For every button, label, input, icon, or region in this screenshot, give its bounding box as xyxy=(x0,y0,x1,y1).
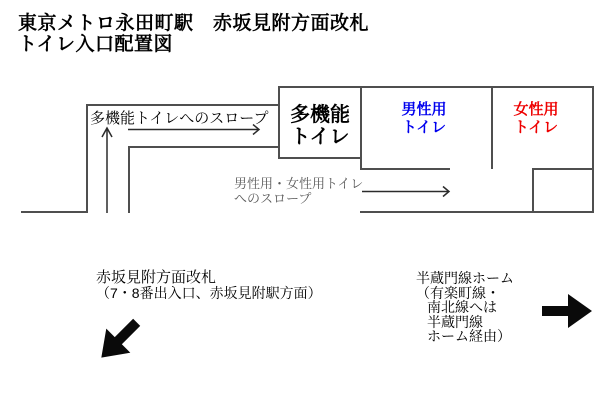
womens-toilet-room-label xyxy=(494,101,578,137)
wall-top-outer xyxy=(278,86,594,88)
hanzomon-line2: （有楽町線・ xyxy=(416,284,500,301)
multifunction-toilet-room-label xyxy=(278,104,362,148)
womens-toilet-line2: トイレ xyxy=(513,119,559,136)
wall-corridor-top xyxy=(86,104,279,106)
page-title xyxy=(18,13,369,55)
slope-to-mens-womens-line2: へのスロープ xyxy=(234,191,312,206)
hanzomon-platform-label xyxy=(416,271,514,344)
multifunction-toilet-line2: トイレ xyxy=(290,126,350,148)
hanzomon-line5: ホーム経由） xyxy=(427,328,511,344)
wall-corridor-lower-vertical xyxy=(128,146,130,213)
up-arrow-icon xyxy=(100,126,114,214)
slope-to-mens-womens-line1: 男性用・女性用トイレ xyxy=(234,176,364,191)
hanzomon-line3: 南北線へは xyxy=(427,299,497,315)
slope-to-mens-womens-label xyxy=(234,176,363,206)
womens-toilet-line1: 女性用 xyxy=(513,101,559,118)
wall-bottom-right xyxy=(360,211,594,213)
hanzomon-line1: 半蔵門線ホーム xyxy=(416,270,514,286)
mens-toilet-room-label xyxy=(382,101,466,137)
down-left-big-arrow-icon xyxy=(86,307,152,373)
wall-mens-womens-divider xyxy=(491,86,493,169)
wall-small-room-left xyxy=(532,168,534,213)
wall-mens-room-bottom xyxy=(360,168,450,170)
wall-bottom-left xyxy=(21,211,88,213)
wall-corridor-lower xyxy=(128,146,279,148)
right-arrow-mens-womens-slope-icon xyxy=(361,185,453,198)
title-line2: トイレ入口配置図 xyxy=(18,34,174,55)
title-line1: 東京メトロ永田町駅 赤坂見附方面改札 xyxy=(18,13,370,34)
slope-to-multifunction-label: 多機能トイレへのスロープ xyxy=(90,110,269,127)
wall-left-outer xyxy=(86,104,88,213)
right-arrow-multifunction-slope-icon xyxy=(127,123,263,136)
akasaka-gate-label-line1: 赤坂見附方面改札 xyxy=(96,269,217,286)
right-big-arrow-icon xyxy=(540,291,594,331)
multifunction-toilet-line1: 多機能 xyxy=(290,104,350,126)
akasaka-gate-label-line2: （7・8番出入口、赤坂見附駅方面） xyxy=(96,285,322,301)
wall-right-outer xyxy=(592,86,594,213)
wall-small-room-top xyxy=(532,168,594,170)
mens-toilet-line2: トイレ xyxy=(401,119,447,136)
hanzomon-line4: 半蔵門線 xyxy=(427,313,483,330)
mens-toilet-line1: 男性用 xyxy=(401,101,447,118)
wall-multifunction-box-bottom xyxy=(278,157,362,159)
